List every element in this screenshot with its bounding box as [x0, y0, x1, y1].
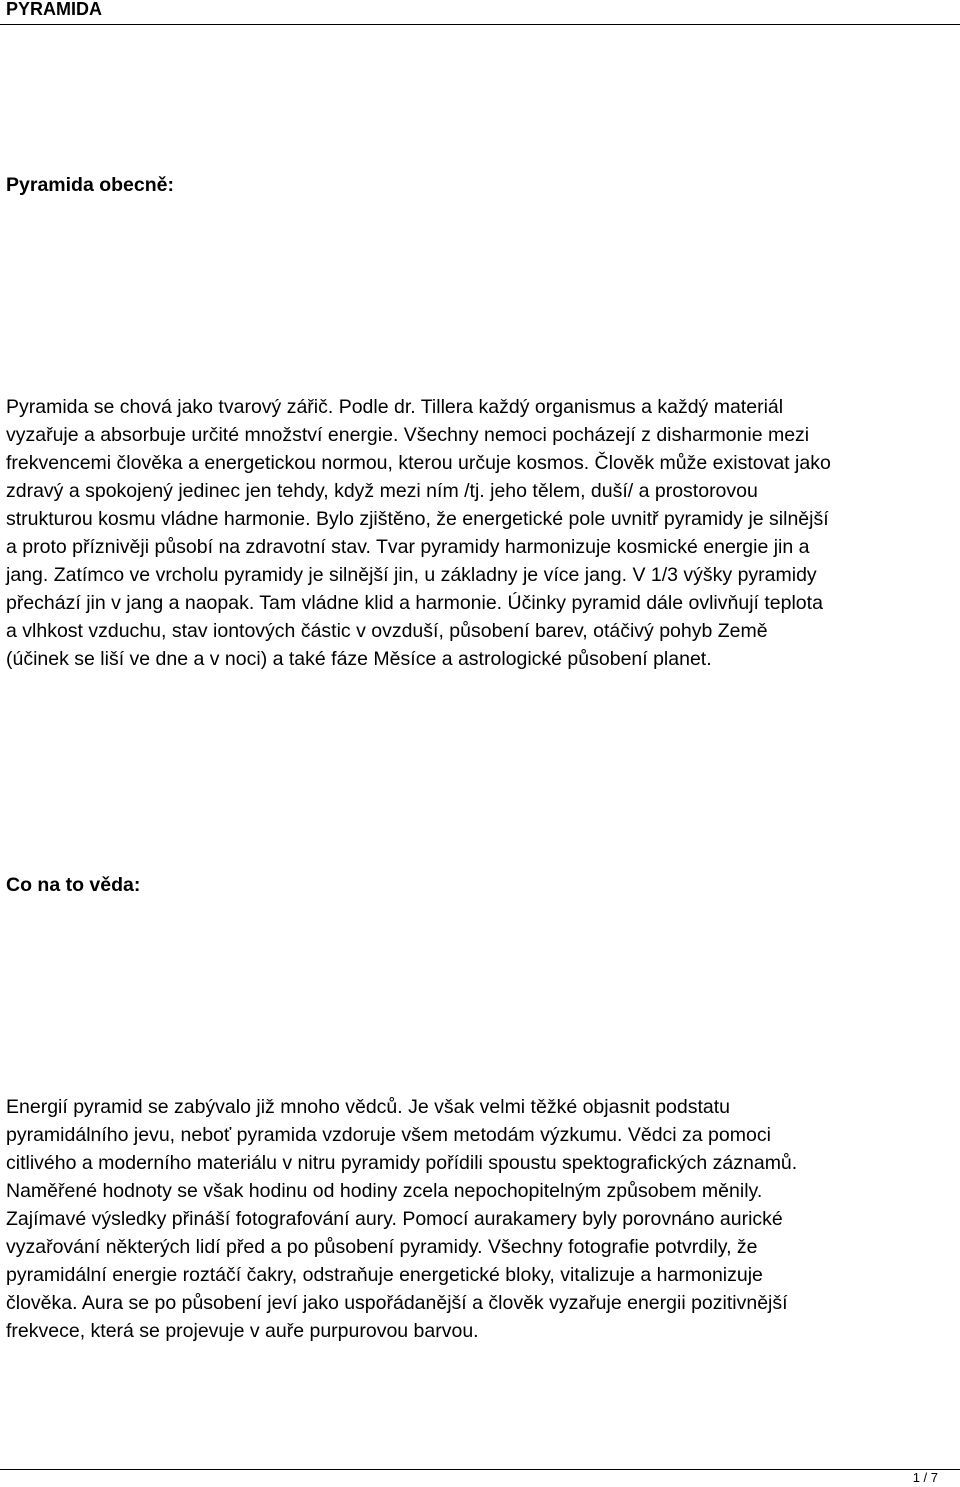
paragraph-line: strukturou kosmu vládne harmonie. Bylo zjištěno, že energetické pole uvnitř pyramidy je silnější [6, 508, 829, 530]
paragraph-line: a vlhkost vzduchu, stav iontových částic v ovzduší, působení barev, otáčivý pohyb Země [6, 620, 768, 642]
section-heading-pyramida-obecne: Pyramida obecně: [6, 174, 174, 196]
paragraph-line: člověka. Aura se po působení jeví jako uspořádanější a člověk vyzařuje energii pozitivnější [6, 1292, 788, 1314]
paragraph-line: Energií pyramid se zabývalo již mnoho vědců. Je však velmi těžké objasnit podstatu [6, 1096, 731, 1118]
paragraph-pyramida-obecne [6, 393, 954, 673]
paragraph-line: a proto příznivěji působí na zdravotní stav. Tvar pyramidy harmonizuje kosmické energie jin a [6, 536, 810, 558]
paragraph-line: citlivého a moderního materiálu v nitru pyramidy pořídili spoustu spektografických záznamů. [6, 1152, 798, 1174]
paragraph-co-na-to-veda [6, 1093, 954, 1345]
paragraph-line: pyramidálního jevu, neboť pyramida vzdoruje všem metodám výzkumu. Vědci za pomoci [6, 1124, 771, 1146]
paragraph-line: pyramidální energie roztáčí čakry, odstraňuje energetické bloky, vitalizuje a harmonizuje [6, 1264, 763, 1286]
paragraph-line: Zajímavé výsledky přináší fotografování aury. Pomocí aurakamery byly porovnáno aurické [6, 1208, 783, 1230]
paragraph-line: (účinek se liší ve dne a v noci) a také fáze Měsíce a astrologické působení planet. [6, 648, 712, 670]
footer-divider [0, 1469, 960, 1470]
page-number: 1 / 7 [912, 1470, 938, 1485]
document-title: PYRAMIDA [6, 0, 103, 19]
paragraph-line: zdravý a spokojený jedinec jen tehdy, když mezi ním /tj. jeho tělem, duší/ a prostorovou [6, 480, 758, 502]
section-heading-co-na-to-veda: Co na to věda: [6, 874, 141, 896]
paragraph-line: vyzařování některých lidí před a po působení pyramidy. Všechny fotografie potvrdily, že [6, 1236, 758, 1258]
header-divider [0, 24, 960, 25]
paragraph-line: jang. Zatímco ve vrcholu pyramidy je silnější jin, u základny je více jang. V 1/3 výšky pyramidy [6, 564, 817, 586]
paragraph-line: Naměřené hodnoty se však hodinu od hodiny zcela nepochopitelným způsobem měnily. [6, 1180, 763, 1202]
paragraph-line: vyzařuje a absorbuje určité množství energie. Všechny nemoci pocházejí z disharmonie mezi [6, 424, 810, 446]
paragraph-line: frekvece, která se projevuje v auře purpurovou barvou. [6, 1320, 479, 1342]
paragraph-line: přechází jin v jang a naopak. Tam vládne klid a harmonie. Účinky pyramid dále ovlivňují teplota [6, 592, 823, 614]
paragraph-line: frekvencemi člověka a energetickou normou, kterou určuje kosmos. Člověk může existovat jako [6, 452, 831, 474]
paragraph-line: Pyramida se chová jako tvarový zářič. Podle dr. Tillera každý organismus a každý materiál [6, 396, 784, 418]
